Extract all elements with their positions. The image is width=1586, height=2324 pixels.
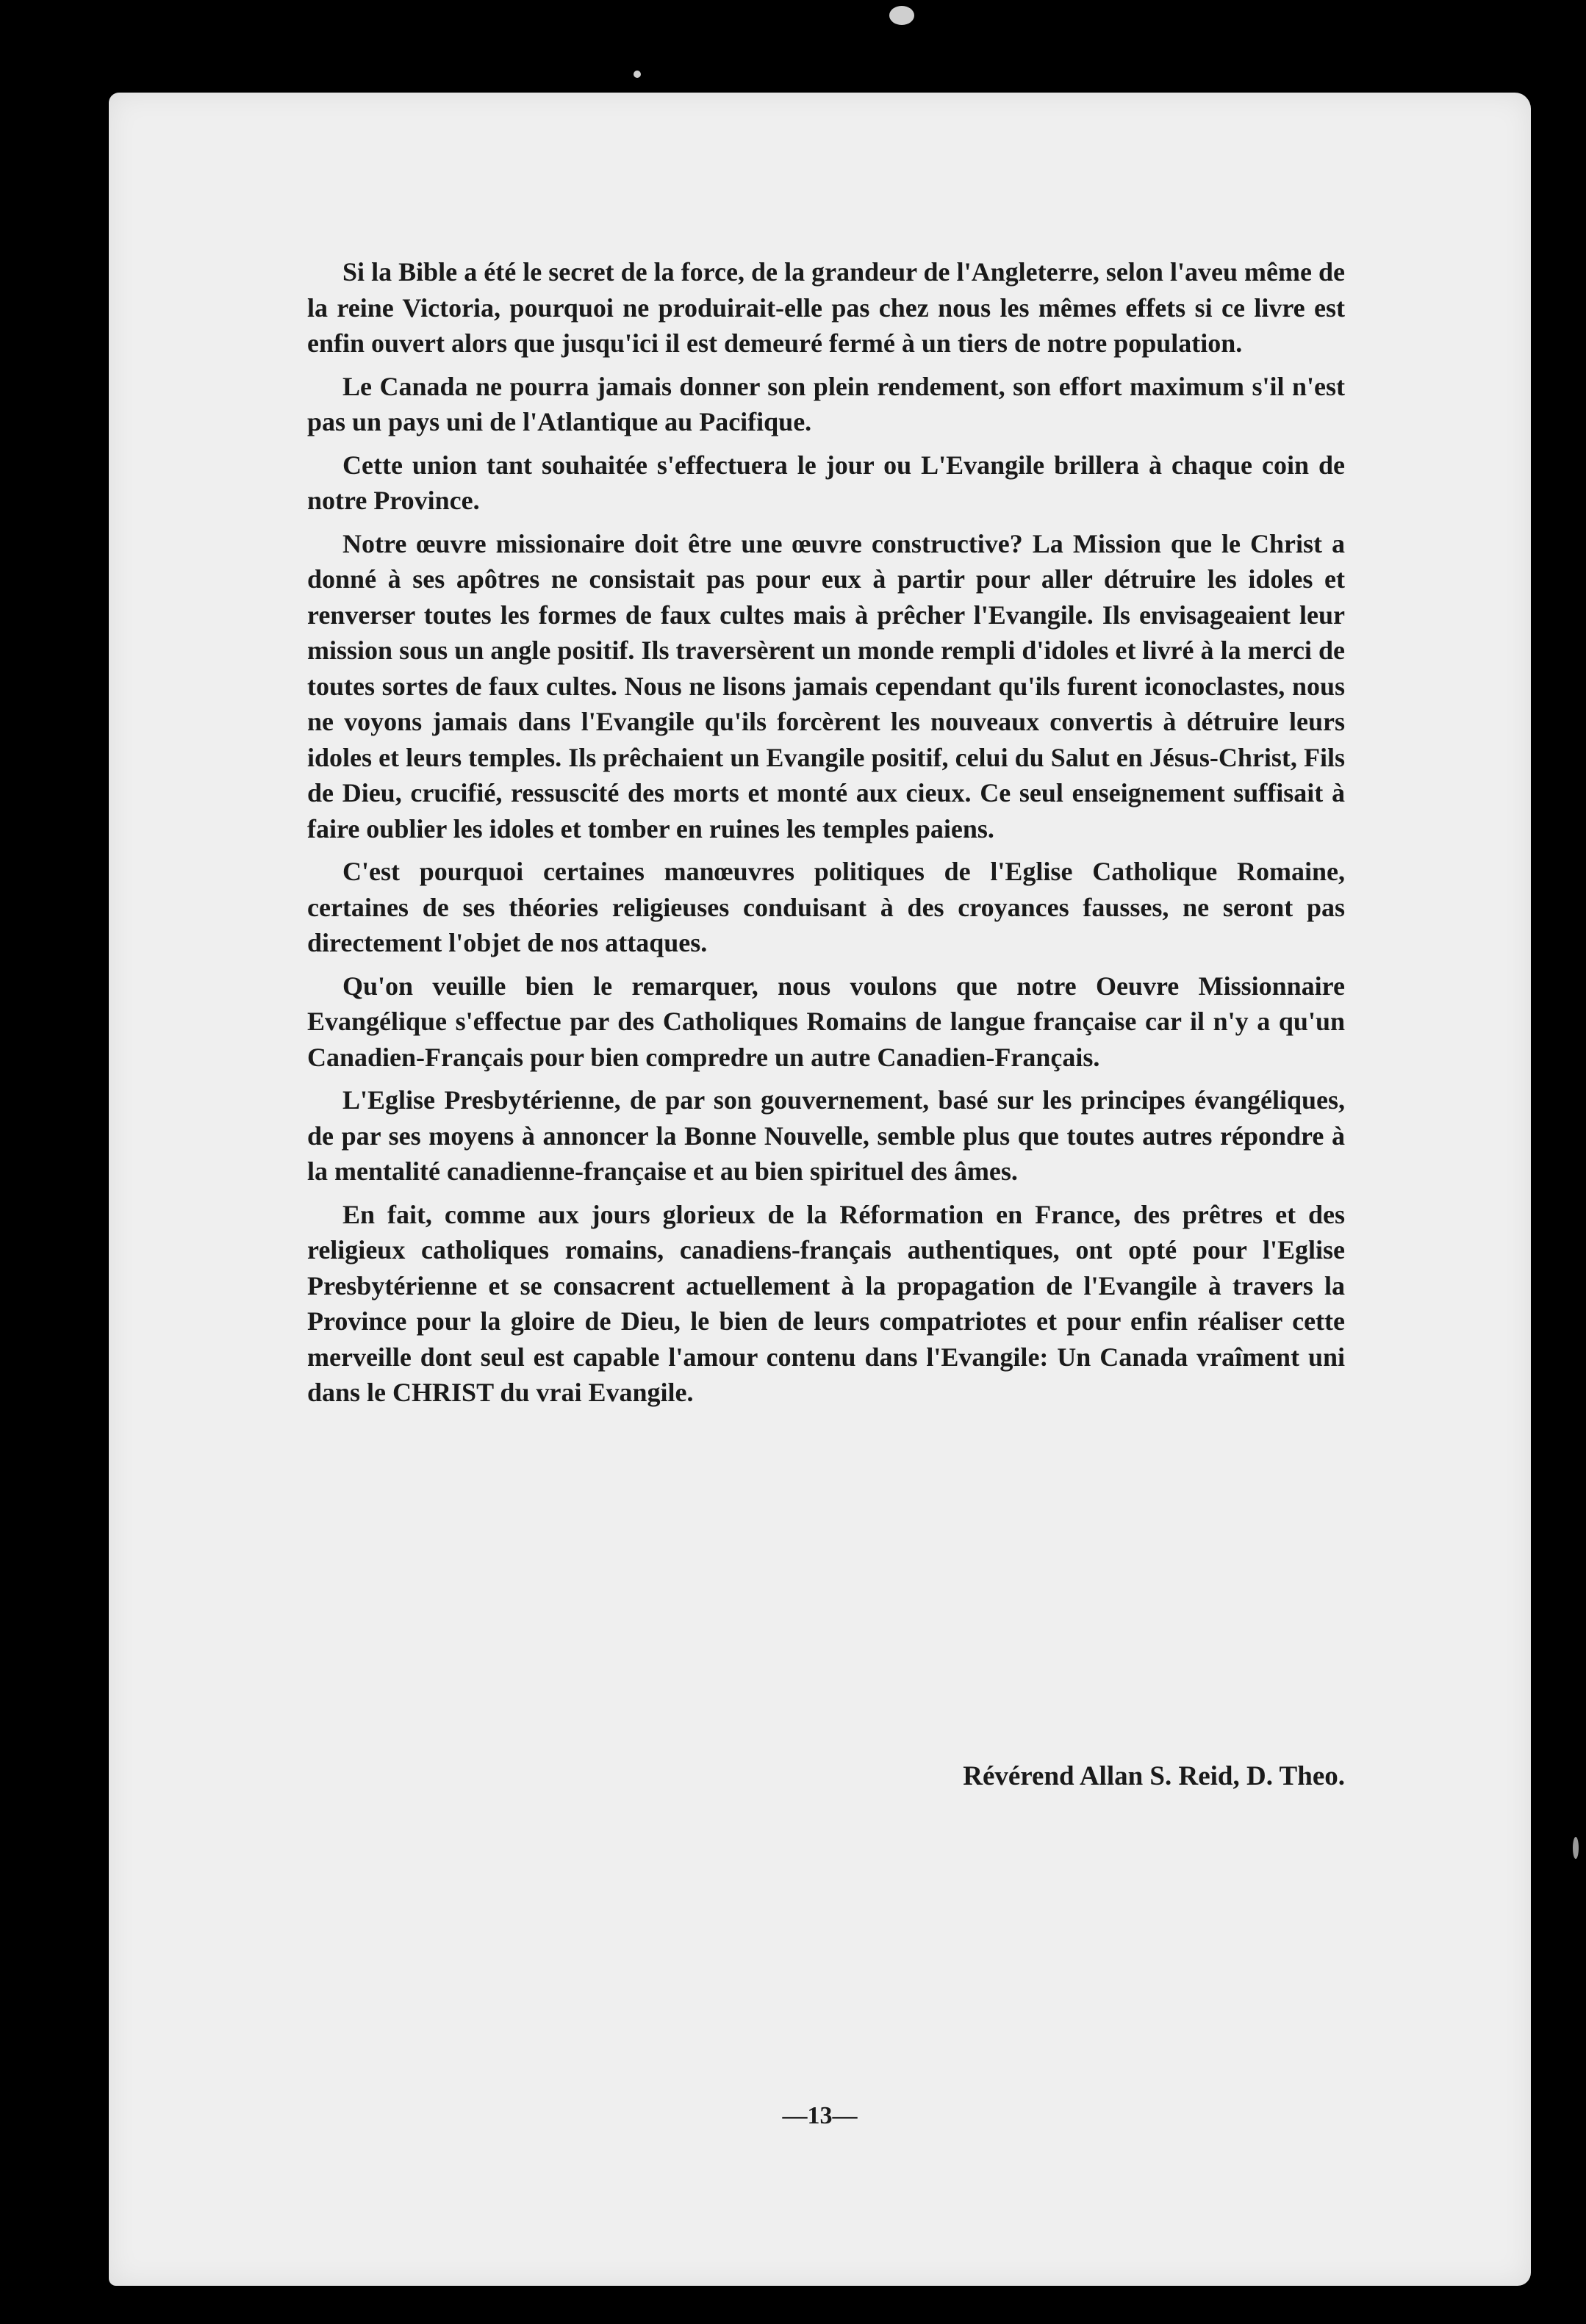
scan-speck — [889, 6, 914, 25]
document-page — [109, 93, 1531, 2286]
paragraph-2: Le Canada ne pourra jamais donner son plein rendement, son effort maximum s'il n'est pas un pays uni de l'Atlantique au Pacifique. — [307, 371, 1345, 436]
paragraph-6: Qu'on veuille bien le remarquer, nous voulons que notre Oeuvre Missionnaire Evangélique s'effectue par des Catholiques Romains de langue française car il n'y a qu'un Canadien-Français pour bien compredre un autre Canadien-Français. — [307, 971, 1345, 1072]
author-signature: Révérend Allan S. Reid, D. Theo. — [963, 1761, 1345, 1791]
page-number: —13— — [782, 2102, 858, 2129]
paragraph-3: Cette union tant souhaitée s'effectuera le jour ou L'Evangile brillera à chaque coin de notre Province. — [307, 450, 1345, 515]
paragraph-4: Notre œuvre missionaire doit être une œuvre constructive? La Mission que le Christ a donné à ses apôtres ne consistait pas pour eux à partir pour aller détruire les idoles et renverser toutes les formes de faux cultes mais à prêcher l'Evangile. Ils envisageaient leur mission sous un angle positif. Ils traversèrent un monde rempli d'idoles et livré à la merci de toutes sortes de faux cultes. Nous ne lisons jamais cependant qu'ils furent iconoclastes, nous ne voyons jamais dans l'Evangile qu'ils forcèrent les nouveaux convertis à détruire leurs idoles et leurs temples. Ils prêchaient un Evangile positif, celui du Salut en Jésus-Christ, Fils de Dieu, crucifié, ressuscité des morts et monté aux cieux. Ce seul enseignement suffisait à faire oublier les idoles et tomber en ruines les temples paiens. — [307, 528, 1345, 843]
paragraph-1: Si la Bible a été le secret de la force, de la grandeur de l'Angleterre, selon l'aveu même de la reine Victoria, pourquoi ne produirait-elle pas chez nous les mêmes effets si ce livre est enfin ouvert alors que jusqu'ici il est demeuré fermé à un tiers de notre population. — [307, 257, 1345, 358]
body-text — [307, 254, 1345, 1418]
paragraph-7: L'Eglise Presbytérienne, de par son gouvernement, basé sur les principes évangéliques, de par ses moyens à annoncer la Bonne Nouvelle, semble plus que toutes autres répondre à la mentalité canadienne-française et au bien spirituel des âmes. — [307, 1085, 1345, 1186]
paragraph-8: En fait, comme aux jours glorieux de la Réformation en France, des prêtres et des religieux catholiques romains, canadiens-français authentiques, ont opté pour l'Eglise Presbytérienne et se consacrent actuellement à la propagation de l'Evangile à travers la Province pour la gloire de Dieu, le bien de leurs compatriotes et pour enfin réaliser cette merveille dont seul est capable l'amour contenu dans l'Evangile: Un Canada vraîment uni dans le CHRIST du vrai Evangile. — [307, 1199, 1345, 1407]
paragraph-5: C'est pourquoi certaines manœuvres politiques de l'Eglise Catholique Romaine, certaines de ses théories religieuses conduisant à des croyances fausses, ne seront pas directement l'objet de nos attaques. — [307, 857, 1345, 957]
scan-speck — [1573, 1837, 1579, 1859]
scan-speck — [634, 71, 641, 78]
